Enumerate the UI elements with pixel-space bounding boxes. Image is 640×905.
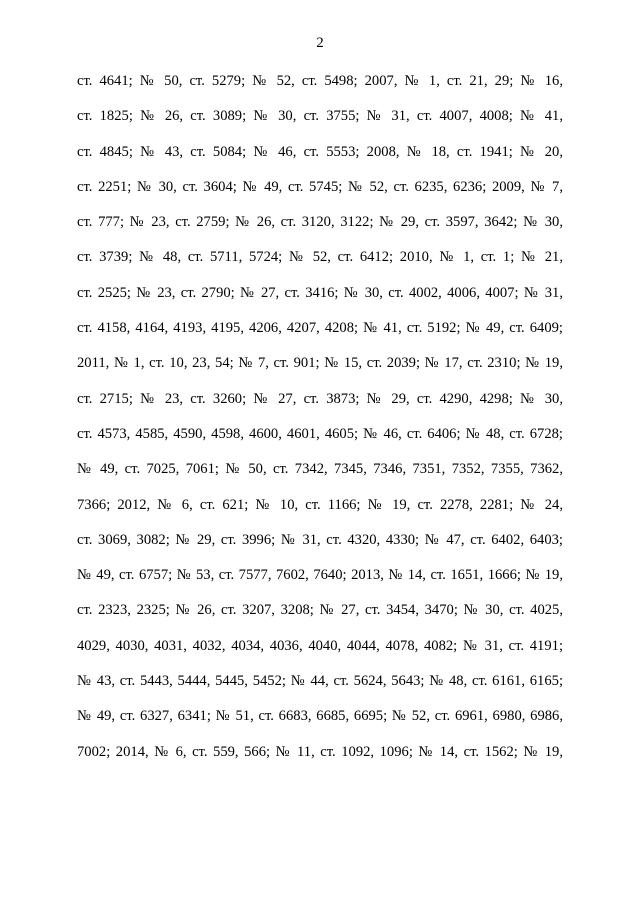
text-line: ст. 3069, 3082; № 29, ст. 3996; № 31, ст. 4320, 4330; № 47, ст. 6402, 6403; bbox=[77, 531, 563, 548]
text-line: ст. 1825; № 26, ст. 3089; № 30, ст. 3755; № 31, ст. 4007, 4008; № 41, bbox=[77, 108, 563, 125]
text-line: ст. 4158, 4164, 4193, 4195, 4206, 4207, 4208; № 41, ст. 5192; № 49, ст. 6409; bbox=[77, 320, 563, 337]
text-line: ст. 2323, 2325; № 26, ст. 3207, 3208; № 27, ст. 3454, 3470; № 30, ст. 4025, bbox=[77, 602, 563, 619]
text-line: ст. 4573, 4585, 4590, 4598, 4600, 4601, 4605; № 46, ст. 6406; № 48, ст. 6728; bbox=[77, 425, 563, 442]
page-number: 2 bbox=[316, 35, 324, 51]
text-line: ст. 4845; № 43, ст. 5084; № 46, ст. 5553; 2008, № 18, ст. 1941; № 20, bbox=[77, 143, 563, 160]
text-line: № 49, ст. 6757; № 53, ст. 7577, 7602, 7640; 2013, № 14, ст. 1651, 1666; № 19, bbox=[77, 567, 563, 584]
text-line: ст. 2715; № 23, ст. 3260; № 27, ст. 3873; № 29, ст. 4290, 4298; № 30, bbox=[77, 390, 563, 407]
text-line: ст. 4641; № 50, ст. 5279; № 52, ст. 5498; 2007, № 1, ст. 21, 29; № 16, bbox=[77, 73, 563, 89]
text-line: 2011, № 1, ст. 10, 23, 54; № 7, ст. 901; № 15, ст. 2039; № 17, ст. 2310; № 19, bbox=[77, 355, 563, 372]
text-line: ст. 3739; № 48, ст. 5711, 5724; № 52, ст. 6412; 2010, № 1, ст. 1; № 21, bbox=[77, 249, 563, 266]
text-line: ст. 2251; № 30, ст. 3604; № 49, ст. 5745; № 52, ст. 6235, 6236; 2009, № 7, bbox=[77, 178, 563, 195]
text-line: № 43, ст. 5443, 5444, 5445, 5452; № 44, ст. 5624, 5643; № 48, ст. 6161, 6165; bbox=[77, 673, 563, 690]
text-line: № 49, ст. 7025, 7061; № 50, ст. 7342, 7345, 7346, 7351, 7352, 7355, 7362, bbox=[77, 461, 563, 478]
text-line: ст. 777; № 23, ст. 2759; № 26, ст. 3120, 3122; № 29, ст. 3597, 3642; № 30, bbox=[77, 214, 563, 231]
text-line: 7002; 2014, № 6, ст. 559, 566; № 11, ст. 1092, 1096; № 14, ст. 1562; № 19, bbox=[77, 743, 563, 760]
text-line: 7366; 2012, № 6, ст. 621; № 10, ст. 1166; № 19, ст. 2278, 2281; № 24, bbox=[77, 496, 563, 513]
text-line: 4029, 4030, 4031, 4032, 4034, 4036, 4040, 4044, 4078, 4082; № 31, ст. 4191; bbox=[77, 637, 563, 654]
text-line: № 49, ст. 6327, 6341; № 51, ст. 6683, 6685, 6695; № 52, ст. 6961, 6980, 6986, bbox=[77, 708, 563, 725]
body-text bbox=[77, 69, 563, 775]
text-line: ст. 2525; № 23, ст. 2790; № 27, ст. 3416; № 30, ст. 4002, 4006, 4007; № 31, bbox=[77, 284, 563, 301]
